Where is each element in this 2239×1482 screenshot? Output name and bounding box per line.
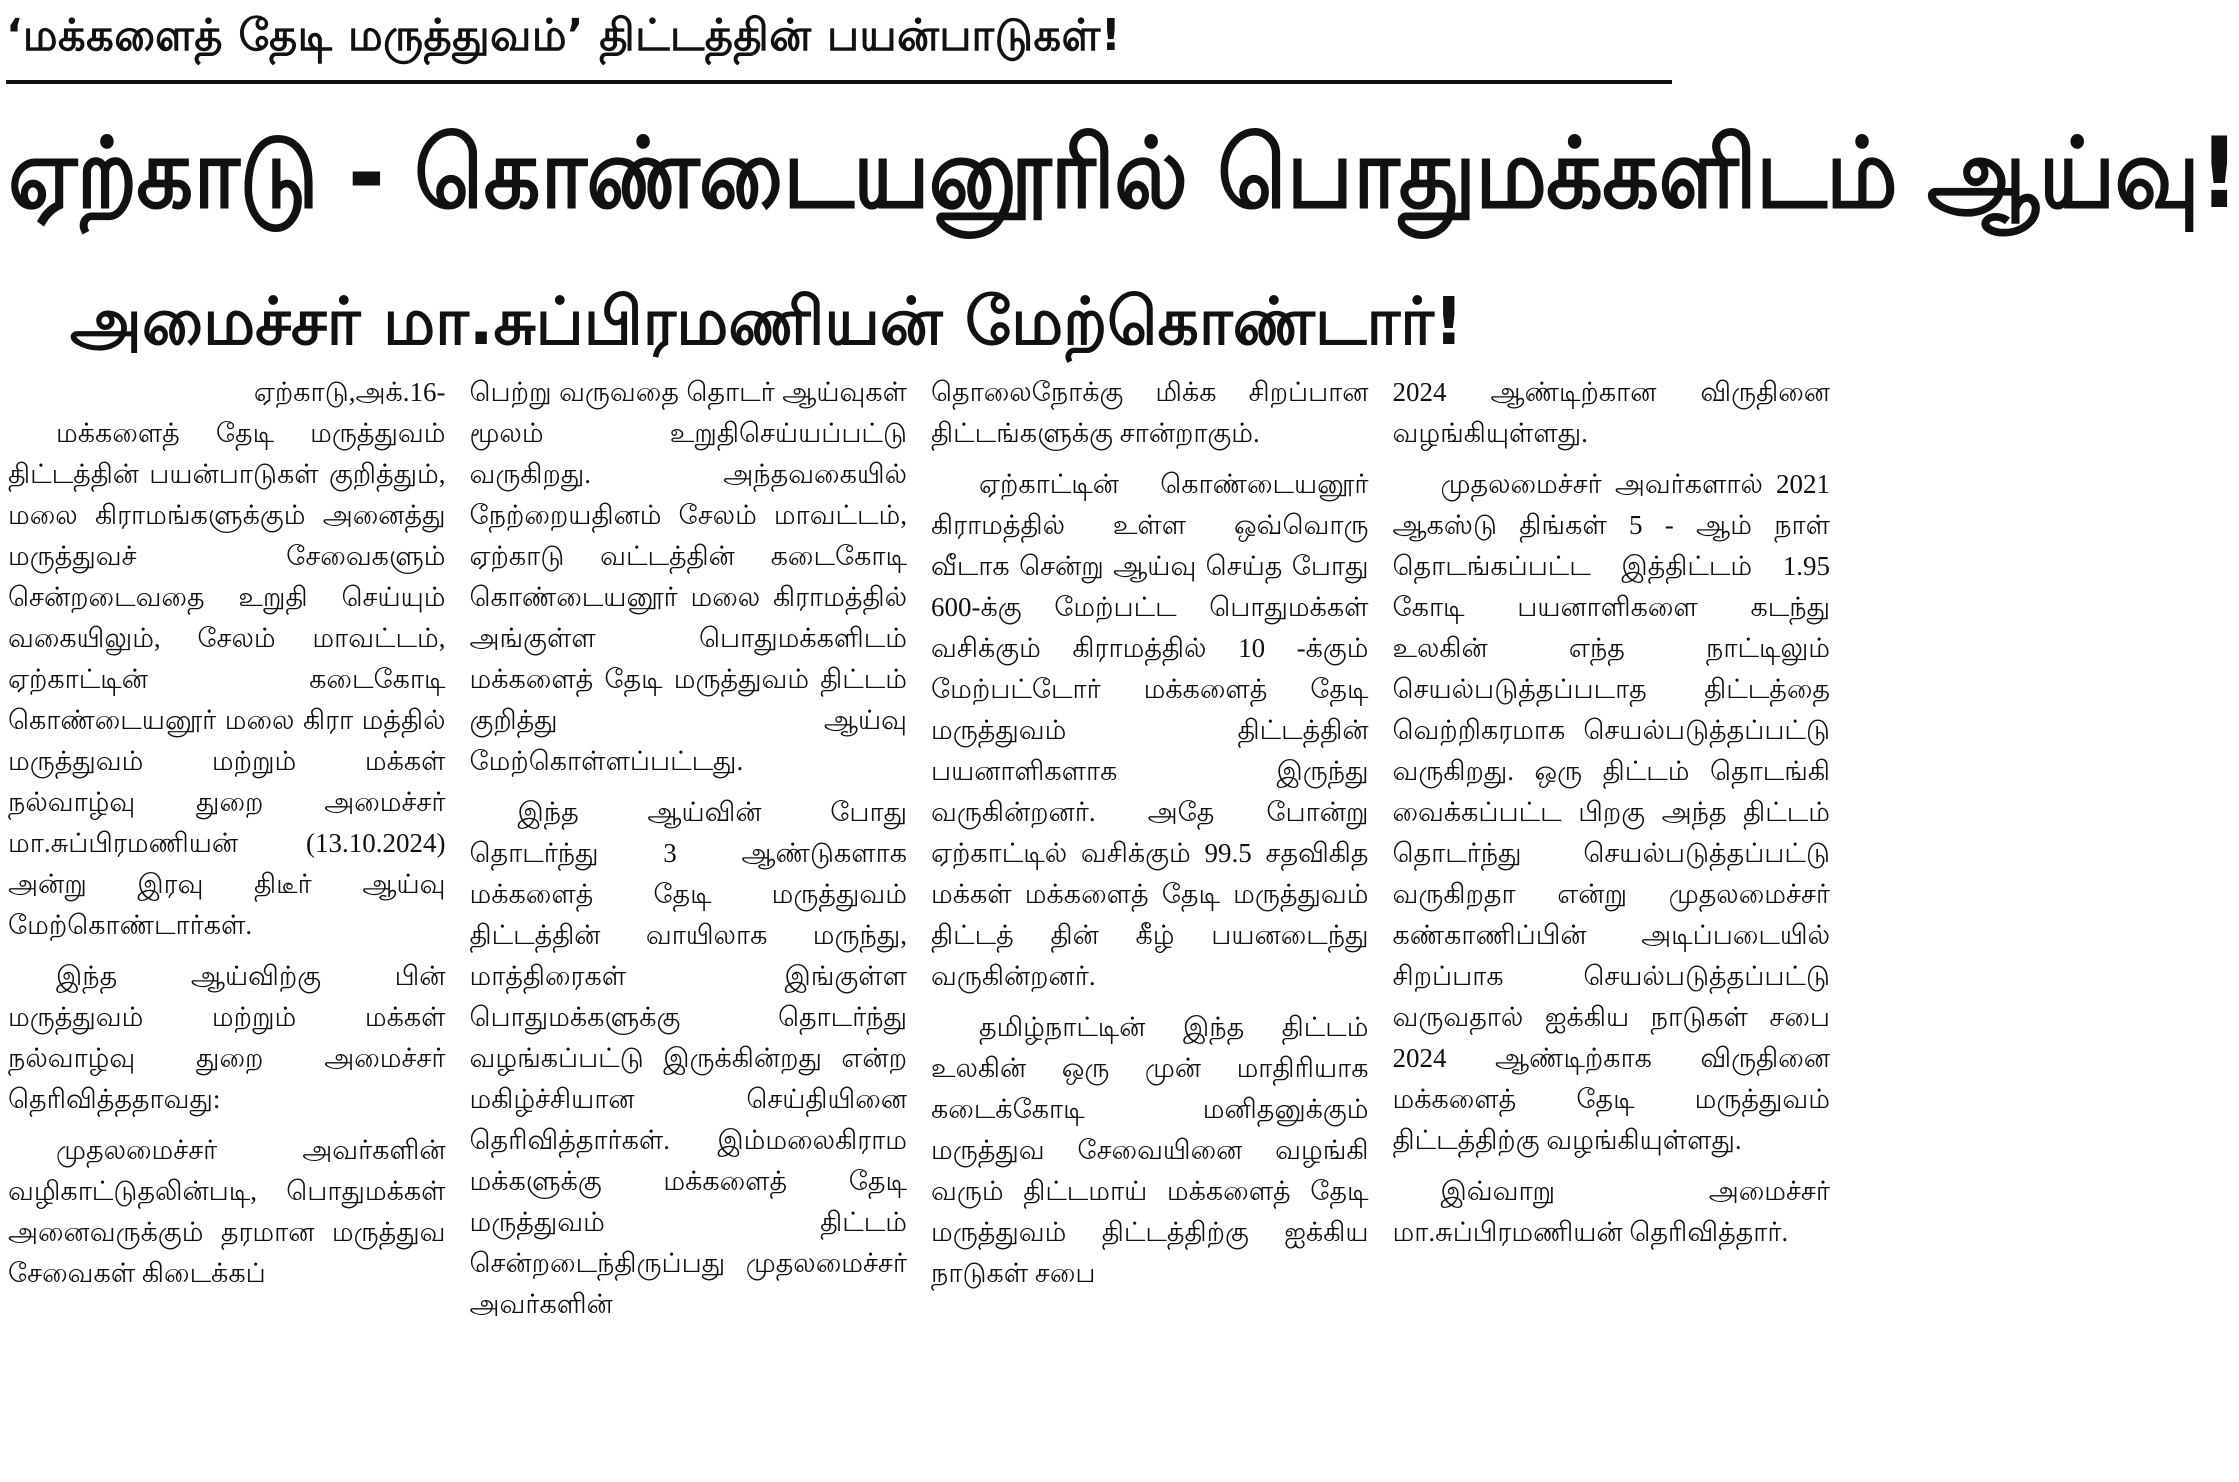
paragraph: தொலைநோக்கு மிக்க சிறப்பான திட்டங்களுக்கு சான்றாகும். xyxy=(931,377,1369,448)
article-column-1 xyxy=(8,372,446,1478)
paragraph: முதலமைச்சர் அவர்களின் வழிகாட்டுதலின்படி, பொதுமக்கள் அனைவருக்கும் தரமான மருத்துவ சேவைகள் கிடைக்கப் xyxy=(8,1135,446,1288)
paragraph: பெற்று வருவதை தொடர் ஆய்வுகள் மூலம் உறுதிசெய்யப்பட்டு வருகிறது. அந்தவகையில் நேற்றையதினம் சேலம் மாவட்டம், ஏற்காடு வட்டத்தின் கடைகோடி கொண்டையனூர் மலை கிராமத்தில் அங்குள்ள பொதுமக்களிடம் மக்களைத் தேடி மருத்துவம் திட்டம் குறித்து ஆய்வு மேற்கொள்ளப்பட்டது. xyxy=(469,377,907,776)
kicker-underline xyxy=(6,80,1672,84)
kicker-title: ‘மக்களைத் தேடி மருத்துவம்’ திட்டத்தின் பயன்பாடுகள்! xyxy=(6,10,1122,61)
main-headline: ஏற்காடு - கொண்டையனூரில் பொதுமக்களிடம் ஆய்வு! xyxy=(8,117,2239,231)
paragraph: ஏற்காட்டின் கொண்டையனூர் கிராமத்தில் உள்ள ஒவ்வொரு வீடாக சென்று ஆய்வு செய்த போது 600-க்கு மேற்பட்ட பொதுமக்கள் வசிக்கும் கிராமத்தில் 10 -க்கும் மேற்பட்டோர் மக்களைத் தேடி மருத்துவம் திட்டத்தின் பயனாளிகளாக இருந்து வருகின்றனர். அதே போன்று ஏற்காட்டில் வசிக்கும் 99.5 சதவிகித மக்கள் மக்களைத் தேடி மருத்துவம் திட்டத் தின் கீழ் பயனடைந்து வருகின்றனர். xyxy=(931,469,1369,991)
paragraph: முதலமைச்சர் அவர்களால் 2021 ஆகஸ்டு திங்கள் 5 - ஆம் நாள் தொடங்கப்பட்ட இத்திட்டம் 1.95 கோடி பயனாளிகளை கடந்து உலகின் எந்த நாட்டிலும் செயல்படுத்தப்படாத திட்டத்தை வெற்றிகரமாக செயல்படுத்தப்பட்டு வருகிறது. ஒரு திட்டம் தொடங்கி வைக்கப்பட்ட பிறகு அந்த திட்டம் தொடர்ந்து செயல்படுத்தப்பட்டு வருகிறதா என்று முதலமைச்சர் கண்காணிப்பின் அடிப்படையில் சிறப்பாக செயல்படுத்தப்பட்டு வருவதால் ஐக்கிய நாடுகள் சபை 2024 ஆண்டிற்காக விருதினை மக்களைத் தேடி மருத்துவம் திட்டத்திற்கு வழங்கியுள்ளது. xyxy=(1392,469,1830,1155)
article-column-2 xyxy=(470,372,908,1478)
article-column-3 xyxy=(931,372,1369,1478)
paragraph: 2024 ஆண்டிற்கான விருதினை வழங்கியுள்ளது. xyxy=(1392,377,1830,448)
paragraph: மக்களைத் தேடி மருத்துவம் திட்டத்தின் பயன்பாடுகள் குறித்தும், மலை கிராமங்களுக்கும் அனைத்து மருத்துவச் சேவைகளும் சென்றடைவதை உறுதி செய்யும் வகையிலும், சேலம் மாவட்டம், ஏற்காட்டின் கடைகோடி கொண்டையனூர் மலை கிரா மத்தில் மருத்துவம் மற்றும் மக்கள் நல்வாழ்வு துறை அமைச்சர் மா.சுப்பிரமணியன் (13.10.2024) அன்று இரவு திடீர் ஆய்வு மேற்கொண்டார்கள். xyxy=(8,418,446,940)
kicker-block xyxy=(0,0,1680,88)
dateline: ஏற்காடு,அக்.16- xyxy=(253,377,446,407)
sub-headline: அமைச்சர் மா.சுப்பிரமணியன் மேற்கொண்டார்! xyxy=(70,283,1464,360)
paragraph: இவ்வாறு அமைச்சர் மா.சுப்பிரமணியன் தெரிவித்தார். xyxy=(1392,1176,1830,1247)
paragraph: இந்த ஆய்விற்கு பின் மருத்துவம் மற்றும் மக்கள் நல்வாழ்வு துறை அமைச்சர் தெரிவித்ததாவது: xyxy=(8,961,446,1114)
article-column-4 xyxy=(1393,372,1831,1478)
paragraph: இந்த ஆய்வின் போது தொடர்ந்து 3 ஆண்டுகளாக மக்களைத் தேடி மருத்துவம் திட்டத்தின் வாயிலாக மருந்து, மாத்திரைகள் இங்குள்ள பொதுமக்களுக்கு தொடர்ந்து வழங்கப்பட்டு இருக்கின்றது என்ற மகிழ்ச்சியான செய்தியினை தெரிவித்தார்கள். இம்மலைகிராம மக்களுக்கு மக்களைத் தேடி மருத்துவம் திட்டம் சென்றடைந்திருப்பது முதலமைச்சர் அவர்களின் xyxy=(469,797,907,1319)
paragraph: தமிழ்நாட்டின் இந்த திட்டம் உலகின் ஒரு முன் மாதிரியாக கடைக்கோடி மனிதனுக்கும் மருத்துவ சேவையினை வழங்கி வரும் திட்டமாய் மக்களைத் தேடி மருத்துவம் திட்டத்திற்கு ஐக்கிய நாடுகள் சபை xyxy=(931,1012,1369,1288)
article-body xyxy=(8,372,1830,1478)
